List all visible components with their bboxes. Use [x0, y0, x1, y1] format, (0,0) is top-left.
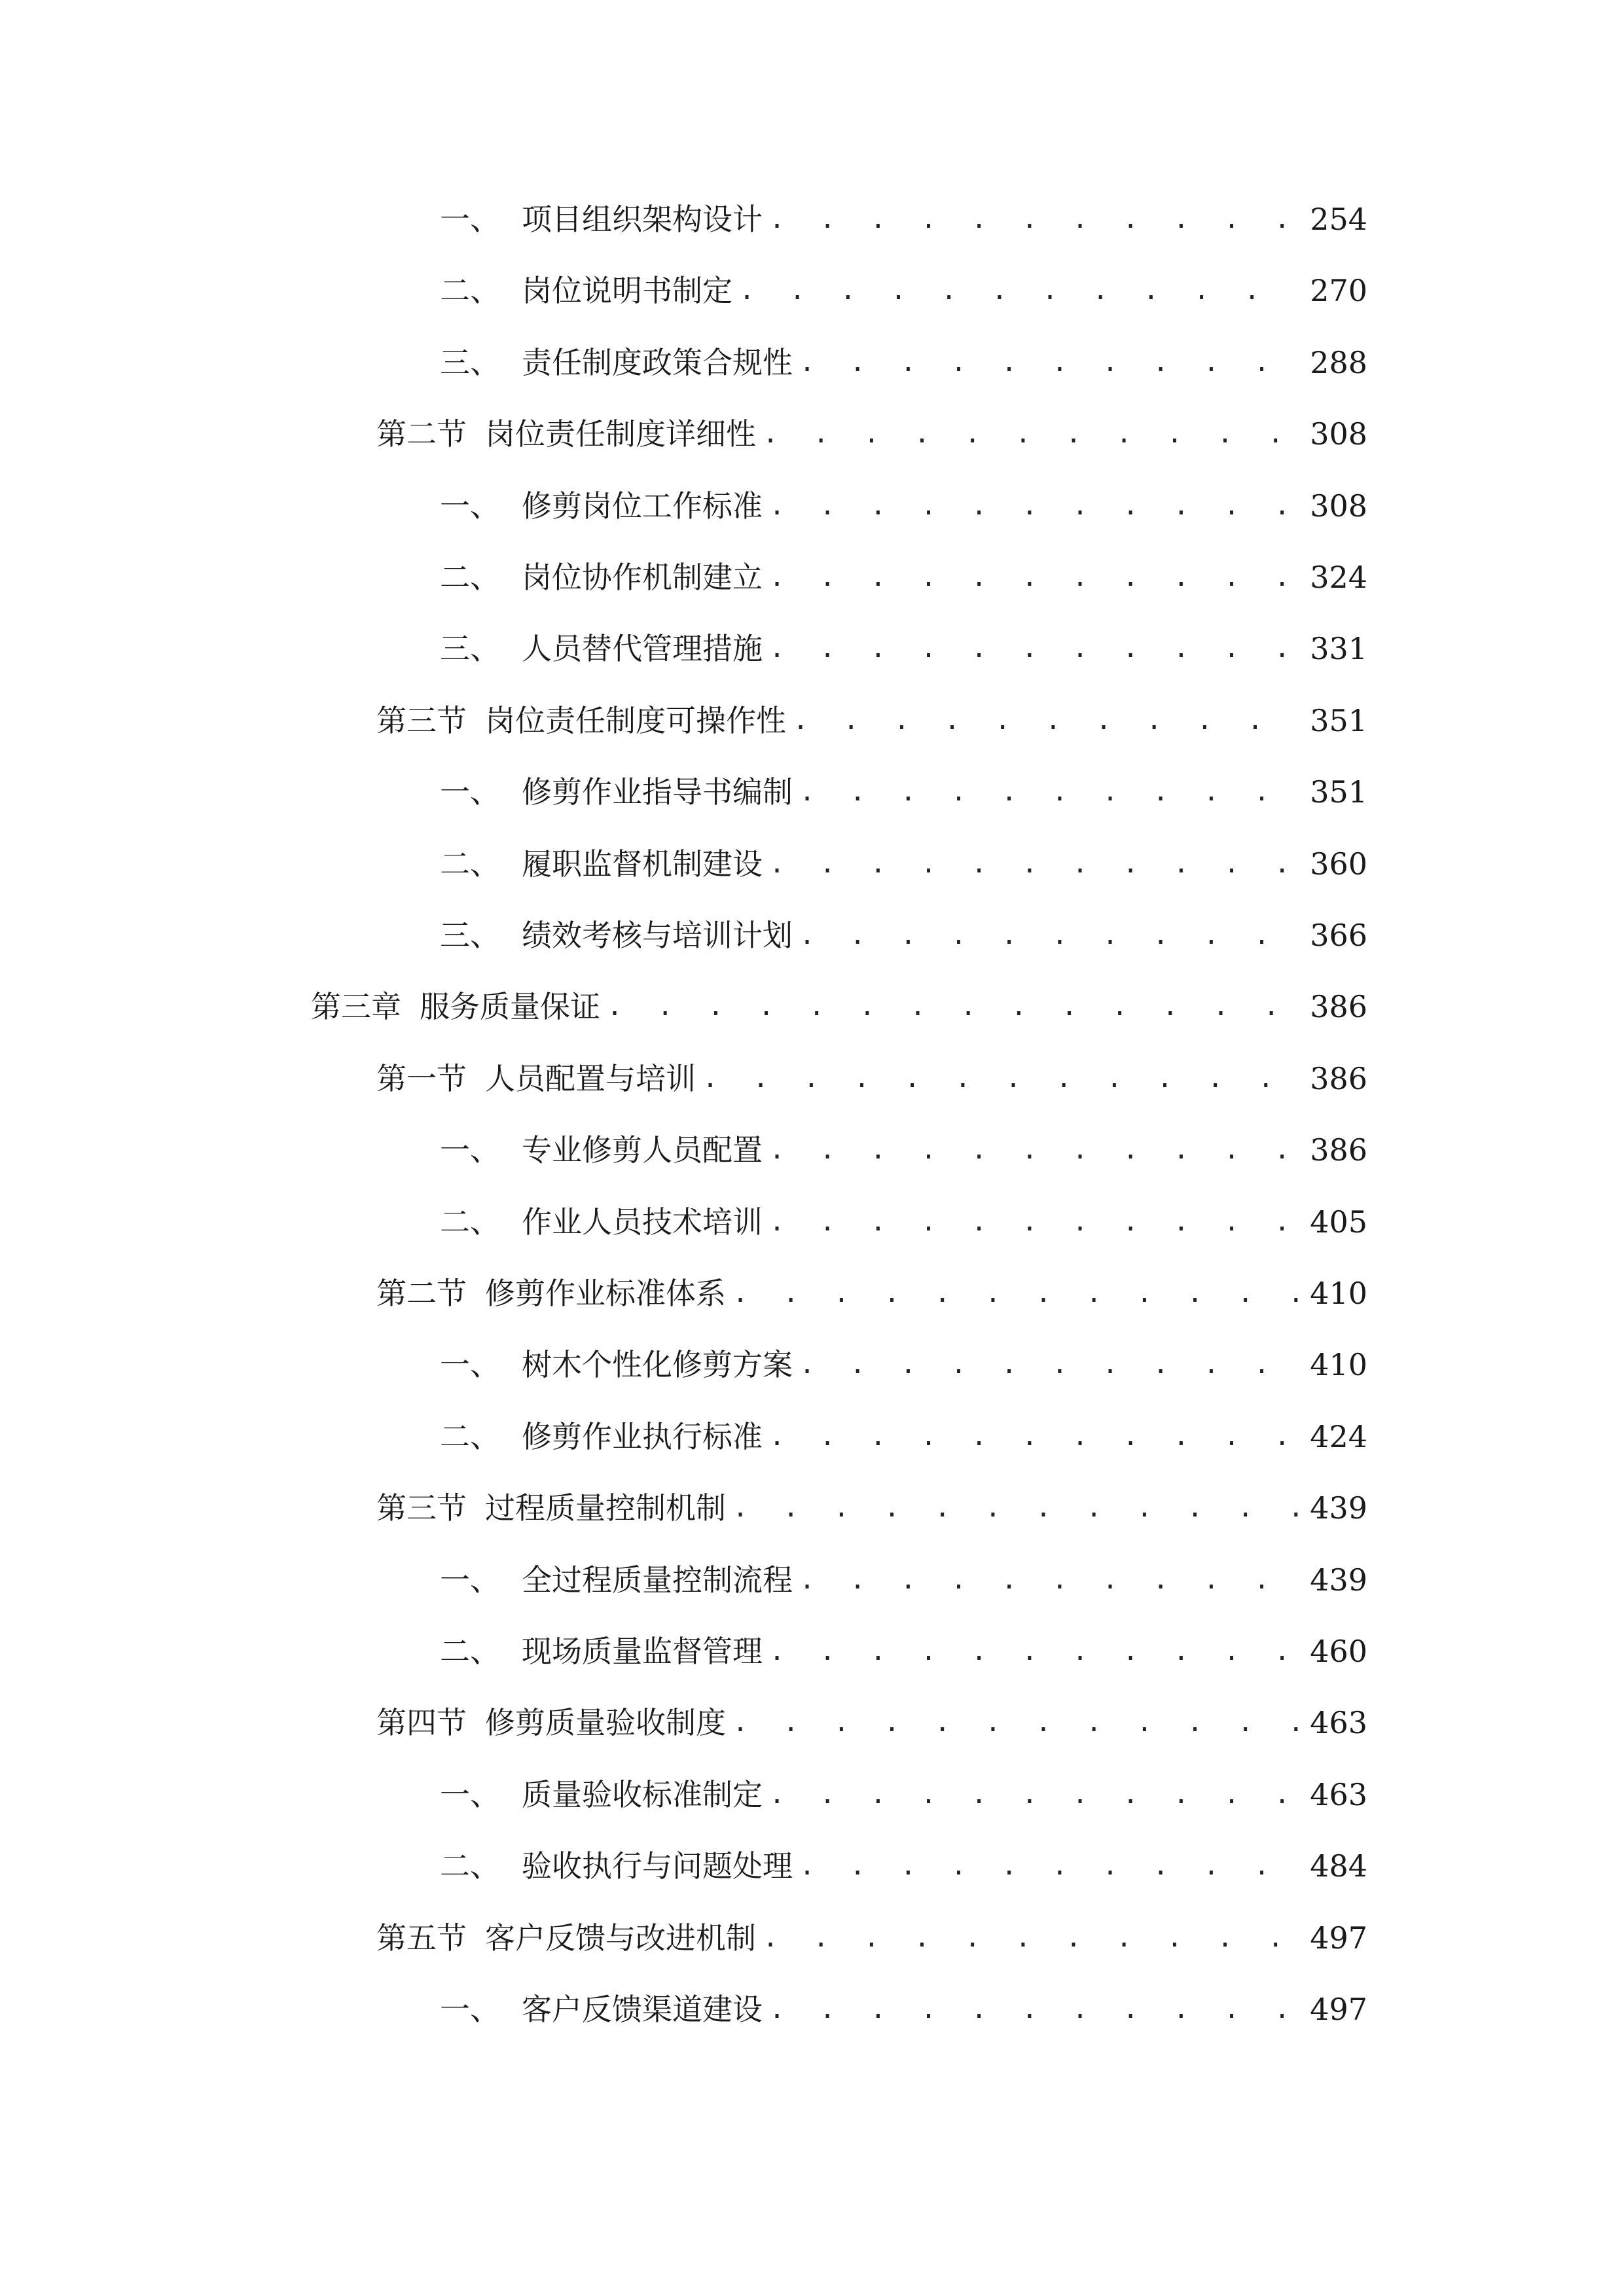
toc-entry-page-number: 270 [1310, 273, 1367, 308]
toc-entry[interactable] [440, 1554, 1367, 1606]
toc-entry-number: 二、 [440, 1848, 500, 1884]
toc-dot-leader [799, 1840, 1301, 1892]
toc-entry-page-number: 410 [1310, 1276, 1367, 1311]
toc-entry-label [440, 551, 763, 603]
toc-entry-title: 现场质量监督管理 [522, 1634, 763, 1669]
toc-entry-title: 过程质量控制机制 [485, 1490, 726, 1526]
toc-entry-title: 专业修剪人员配置 [522, 1132, 763, 1168]
toc-entry-number: 第三节 [376, 703, 467, 738]
toc-entry-title: 岗位说明书制定 [522, 273, 732, 308]
toc-entry-page-number: 288 [1310, 345, 1367, 380]
toc-entry-number: 一、 [440, 1132, 500, 1168]
toc-entry[interactable] [376, 1696, 1367, 1749]
toc-dot-leader [769, 480, 1301, 532]
toc-entry-page-number: 439 [1310, 1562, 1367, 1598]
toc-entry-number: 一、 [440, 1992, 500, 2027]
toc-dot-leader [769, 193, 1301, 245]
toc-entry[interactable] [440, 193, 1367, 245]
toc-entry-page-number: 366 [1310, 918, 1367, 953]
toc-entry-title: 人员配置与培训 [485, 1061, 696, 1096]
toc-dot-leader [739, 264, 1301, 317]
toc-entry-title: 责任制度政策合规性 [522, 345, 793, 380]
toc-dot-leader [769, 1124, 1301, 1176]
toc-entry-title: 修剪作业标准体系 [485, 1276, 726, 1311]
toc-entry-page-number: 424 [1310, 1419, 1367, 1454]
toc-entry-number: 第二节 [376, 1276, 467, 1311]
toc-entry[interactable] [440, 622, 1367, 675]
toc-entry-page-number: 324 [1310, 560, 1367, 595]
toc-entry-label [440, 336, 793, 389]
toc-entry-page-number: 308 [1310, 488, 1367, 524]
toc-entry-number: 第四节 [376, 1705, 467, 1740]
toc-entry-label [376, 1052, 696, 1105]
toc-entry-number: 二、 [440, 1634, 500, 1669]
toc-entry-label [440, 480, 763, 532]
toc-entry[interactable] [440, 909, 1367, 961]
toc-dot-leader [793, 694, 1301, 747]
toc-entry-label [440, 1410, 763, 1463]
toc-dot-leader [763, 408, 1301, 460]
toc-entry-page-number: 386 [1310, 1061, 1367, 1096]
toc-entry-page-number: 308 [1310, 416, 1367, 452]
toc-entry-label [440, 1983, 763, 2036]
toc-entry-number: 二、 [440, 560, 500, 595]
toc-dot-leader [769, 1983, 1301, 2036]
toc-entry-page-number: 360 [1310, 846, 1367, 882]
toc-entry-number: 一、 [440, 1562, 500, 1598]
toc-entry-label [440, 1338, 793, 1391]
toc-entry[interactable] [440, 480, 1367, 532]
toc-entry[interactable] [440, 1840, 1367, 1892]
toc-entry[interactable] [376, 694, 1367, 747]
toc-entry-number: 一、 [440, 1347, 500, 1382]
toc-entry-title: 人员替代管理措施 [522, 631, 763, 666]
toc-entry-title: 验收执行与问题处理 [522, 1848, 793, 1884]
toc-entry-label [376, 1267, 726, 1319]
toc-entry-title: 客户反馈与改进机制 [485, 1920, 756, 1956]
toc-entry[interactable] [440, 838, 1367, 890]
toc-dot-leader [769, 1196, 1301, 1248]
toc-entry-label [376, 1482, 726, 1534]
toc-dot-leader [799, 909, 1301, 961]
toc-entry-page-number: 497 [1310, 1992, 1367, 2027]
toc-entry-label [440, 1124, 763, 1176]
toc-entry[interactable] [376, 1267, 1367, 1319]
toc-entry-title: 客户反馈渠道建设 [522, 1992, 763, 2027]
toc-entry-label [440, 1768, 763, 1821]
toc-entry-number: 二、 [440, 1419, 500, 1454]
toc-entry-label [440, 838, 763, 890]
toc-dot-leader [732, 1482, 1301, 1534]
toc-entry-title: 作业人员技术培训 [522, 1204, 763, 1240]
toc-dot-leader [799, 1554, 1301, 1606]
toc-entry-title: 履职监督机制建设 [522, 846, 763, 882]
toc-entry-title: 岗位责任制度可操作性 [485, 703, 786, 738]
toc-entry-number: 第一节 [376, 1061, 467, 1096]
toc-entry-label [440, 909, 793, 961]
toc-entry-page-number: 254 [1310, 202, 1367, 237]
toc-dot-leader [799, 1338, 1301, 1391]
toc-entry-title: 修剪质量验收制度 [485, 1705, 726, 1740]
toc-entry[interactable] [440, 264, 1367, 317]
toc-entry[interactable] [376, 1912, 1367, 1964]
toc-entry-page-number: 497 [1310, 1920, 1367, 1956]
toc-dot-leader [769, 1410, 1301, 1463]
toc-entry-title: 修剪作业指导书编制 [522, 774, 793, 810]
toc-dot-leader [769, 1625, 1301, 1677]
toc-entry-label [440, 193, 763, 245]
toc-entry-label [440, 264, 732, 317]
toc-entry-page-number: 460 [1310, 1634, 1367, 1669]
toc-entry-page-number: 439 [1310, 1490, 1367, 1526]
toc-entry-number: 一、 [440, 774, 500, 810]
toc-entry-number: 三、 [440, 345, 500, 380]
toc-entry[interactable] [440, 1768, 1367, 1821]
toc-entry-number: 一、 [440, 1777, 500, 1812]
toc-entry-page-number: 331 [1310, 631, 1367, 666]
toc-dot-leader [763, 1912, 1301, 1964]
toc-entry-page-number: 484 [1310, 1848, 1367, 1884]
toc-entry[interactable] [440, 1124, 1367, 1176]
toc-entry-label [440, 1625, 763, 1677]
toc-entry-page-number: 410 [1310, 1347, 1367, 1382]
toc-entry-title: 岗位协作机制建立 [522, 560, 763, 595]
toc-entry-number: 第五节 [376, 1920, 467, 1956]
toc-dot-leader [732, 1696, 1301, 1749]
toc-entry-number: 一、 [440, 488, 500, 524]
toc-entry-number: 第三章 [311, 989, 401, 1024]
toc-entry-title: 绩效考核与培训计划 [522, 918, 793, 953]
toc-entry-page-number: 463 [1310, 1705, 1367, 1740]
toc-entry-label [376, 1912, 756, 1964]
toc-entry[interactable] [440, 766, 1367, 818]
toc-dot-leader [769, 551, 1301, 603]
toc-entry-number: 二、 [440, 273, 500, 308]
toc-entry[interactable] [440, 1196, 1367, 1248]
toc-entry-label [440, 1554, 793, 1606]
toc-dot-leader [702, 1052, 1301, 1105]
toc-entry-page-number: 351 [1310, 774, 1367, 810]
toc-entry-page-number: 463 [1310, 1777, 1367, 1812]
toc-entry[interactable] [440, 1410, 1367, 1463]
toc-entry-label [376, 1696, 726, 1749]
toc-entry[interactable] [440, 336, 1367, 389]
toc-entry[interactable] [376, 1052, 1367, 1105]
toc-entry-label [440, 1840, 793, 1892]
toc-entry-label [440, 766, 793, 818]
toc-entry-label [311, 980, 600, 1033]
toc-entry-title: 项目组织架构设计 [522, 202, 763, 237]
toc-entry-number: 第二节 [376, 416, 467, 452]
toc-entry-title: 全过程质量控制流程 [522, 1562, 793, 1598]
toc-dot-leader [799, 336, 1301, 389]
toc-entry-number: 三、 [440, 918, 500, 953]
toc-entry-label [376, 694, 786, 747]
toc-entry-title: 服务质量保证 [420, 989, 600, 1024]
toc-entry[interactable] [311, 980, 1367, 1033]
toc-entry-number: 二、 [440, 846, 500, 882]
toc-entry-title: 修剪岗位工作标准 [522, 488, 763, 524]
toc-entry-number: 一、 [440, 202, 500, 237]
toc-dot-leader [799, 766, 1301, 818]
toc-dot-leader [732, 1267, 1301, 1319]
toc-entry-page-number: 386 [1310, 1132, 1367, 1168]
toc-dot-leader [607, 980, 1301, 1033]
toc-entry-page-number: 405 [1310, 1204, 1367, 1240]
toc-entry[interactable] [440, 1983, 1367, 2036]
toc-entry[interactable] [376, 408, 1367, 460]
toc-dot-leader [769, 1768, 1301, 1821]
toc-entry-number: 二、 [440, 1204, 500, 1240]
toc-entry[interactable] [440, 1625, 1367, 1677]
toc-entry-title: 树木个性化修剪方案 [522, 1347, 793, 1382]
toc-entry-number: 第三节 [376, 1490, 467, 1526]
toc-dot-leader [769, 838, 1301, 890]
toc-entry-page-number: 386 [1310, 989, 1367, 1024]
toc-entry-label [440, 1196, 763, 1248]
toc-entry[interactable] [376, 1482, 1367, 1534]
toc-entry[interactable] [440, 1338, 1367, 1391]
toc-dot-leader [769, 622, 1301, 675]
toc-entry[interactable] [440, 551, 1367, 603]
toc-entry-label [440, 622, 763, 675]
toc-entry-title: 质量验收标准制定 [522, 1777, 763, 1812]
toc-entry-number: 三、 [440, 631, 500, 666]
toc-entry-page-number: 351 [1310, 703, 1367, 738]
toc-entry-title: 修剪作业执行标准 [522, 1419, 763, 1454]
toc-entry-label [376, 408, 756, 460]
toc-entry-title: 岗位责任制度详细性 [485, 416, 756, 452]
